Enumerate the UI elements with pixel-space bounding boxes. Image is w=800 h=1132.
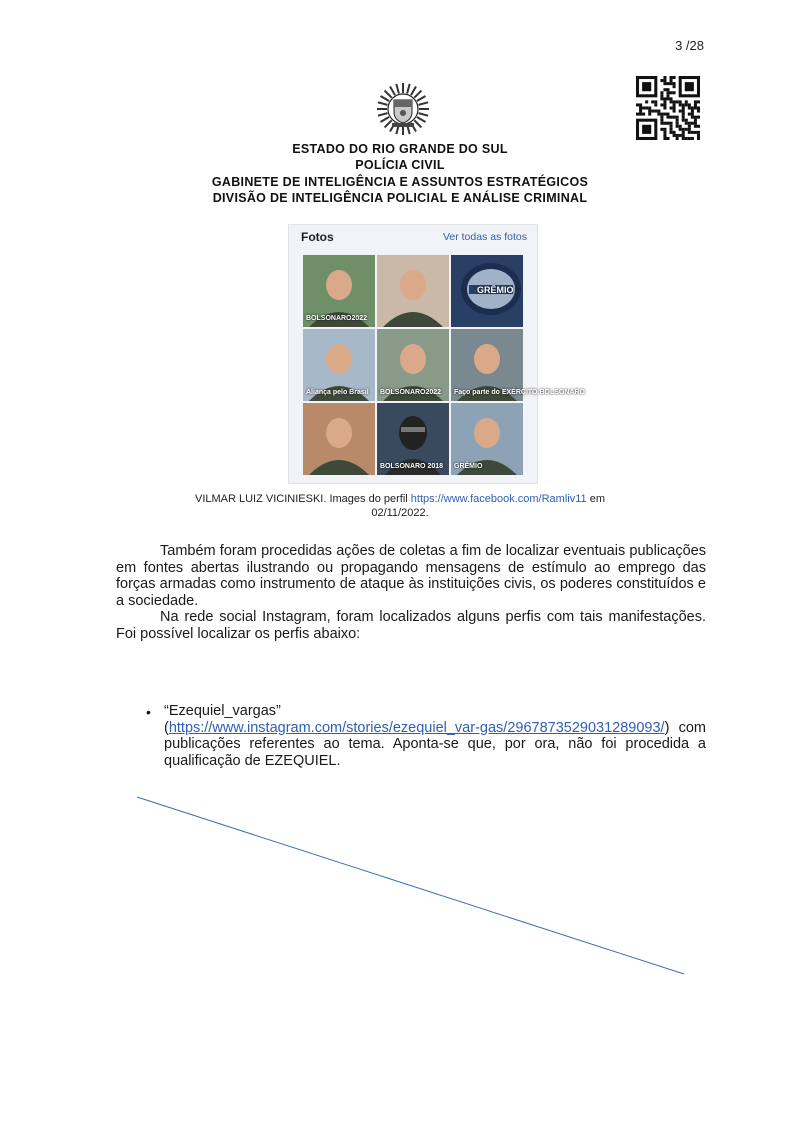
photos-title: Fotos xyxy=(301,230,334,244)
see-all-photos-link[interactable]: Ver todas as fotos xyxy=(442,231,527,243)
photo-tile-caption: GRÊMIO xyxy=(477,285,514,295)
instagram-story-link[interactable]: https://www.instagram.com/stories/ezequiel_var-gas/2967873529031289093/ xyxy=(168,719,665,736)
paragraph-collection: Também foram procedidas ações de coletas a fim de localizar eventuais publicações em fontes abertas ilustrando ou propagando mensagens de estímulo ao emprego das forças armadas como instrumento de ataque às instituições civis, os poderes constituídos e a sociedade. xyxy=(116,543,706,609)
header-police: POLÍCIA CIVIL xyxy=(355,158,445,172)
caption-suffix: em xyxy=(586,493,605,505)
caption-prefix: VILMAR LUIZ VICINIESKI. Images do perfil xyxy=(194,493,411,505)
profile-name: “Ezequiel_vargas” xyxy=(164,703,281,719)
header-division: DIVISÃO DE INTELIGÊNCIA POLICIAL E ANÁLISE CRIMINAL xyxy=(212,191,588,205)
page-number: 3 /28 xyxy=(675,38,704,53)
photo-tile-caption: Faço parte do EXÉRCITO BOLSONARO xyxy=(454,389,585,396)
photo-tile-caption: Aliança pelo Brasil xyxy=(306,389,369,396)
bullet-marker: • xyxy=(146,704,151,720)
photo-tile-caption: BOLSONARO 2018 xyxy=(380,463,444,470)
photo-tile-caption: BOLSONARO2022 xyxy=(380,389,442,396)
header-cabinet: GABINETE DE INTELIGÊNCIA E ASSUNTOS ESTRATÉGICOS xyxy=(211,175,589,189)
figure-caption-date: 02/11/2022. xyxy=(371,507,429,519)
caption-profile-link[interactable]: https://www.facebook.com/Ramliv11 xyxy=(410,493,587,505)
photo-tile-caption: GRÊMIO xyxy=(454,463,483,470)
photo-tile-caption: BOLSONARO2022 xyxy=(306,315,368,322)
header-state: ESTADO DO RIO GRANDE DO SUL xyxy=(292,142,508,156)
paragraph-instagram: Na rede social Instagram, foram localizados alguns perfis com tais manifestações. Foi possível localizar os perfis abaixo: xyxy=(116,609,706,642)
bullet-rest: ) com publicações referentes ao tema. Aponta-se que, por ora, não foi procedida a qualificação de EZEQUIEL. xyxy=(164,719,706,769)
open-paren: ( xyxy=(164,719,169,736)
